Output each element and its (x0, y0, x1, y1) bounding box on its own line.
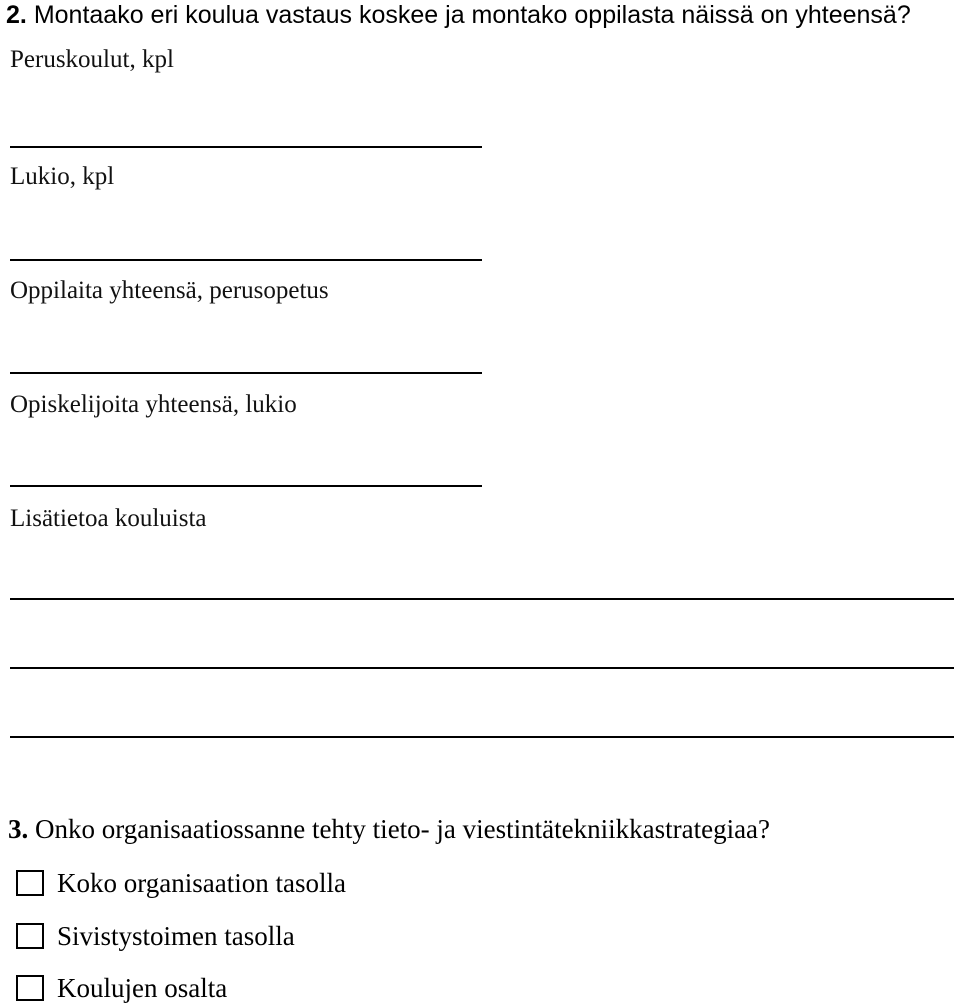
question-2-text: Montaako eri koulua vastaus koskee ja montako oppilasta näissä on yhteensä? (33, 1, 911, 29)
field-label-opiskelijoita: Opiskelijoita yhteensä, lukio (10, 391, 297, 418)
option-label-koulujen-osalta: Koulujen osalta (57, 973, 228, 1003)
field-label-lisatietoa: Lisätietoa kouluista (10, 505, 207, 532)
option-label-koko-organisaatio: Koko organisaation tasolla (57, 868, 346, 898)
answer-line-peruskoulut[interactable] (10, 146, 482, 148)
option-koulujen-osalta[interactable] (16, 972, 227, 1004)
option-koko-organisaatio[interactable] (16, 867, 346, 899)
field-label-lukio: Lukio, kpl (10, 163, 115, 190)
answer-line-lisatietoa-2[interactable] (10, 667, 954, 669)
answer-line-lukio[interactable] (10, 259, 482, 261)
checkbox-sivistystoimi[interactable] (16, 923, 44, 949)
answer-line-lisatietoa-1[interactable] (10, 598, 954, 600)
question-3-heading (8, 812, 770, 846)
option-sivistystoimi[interactable] (16, 920, 295, 952)
checkbox-koko-organisaatio[interactable] (16, 870, 44, 896)
question-3-text: Onko organisaatiossanne tehty tieto- ja viestintätekniikkastrategiaa? (35, 814, 771, 844)
answer-line-lisatietoa-3[interactable] (10, 736, 954, 738)
question-2-heading (6, 0, 911, 30)
field-label-peruskoulut: Peruskoulut, kpl (10, 46, 174, 73)
question-3-number: 3. (8, 814, 29, 844)
answer-line-opiskelijoita[interactable] (10, 485, 482, 487)
question-2-number: 2. (6, 1, 27, 29)
option-label-sivistystoimi: Sivistystoimen tasolla (57, 921, 295, 951)
field-label-oppilaita: Oppilaita yhteensä, perusopetus (10, 277, 329, 304)
checkbox-koulujen-osalta[interactable] (16, 975, 44, 1001)
answer-line-oppilaita[interactable] (10, 372, 482, 374)
